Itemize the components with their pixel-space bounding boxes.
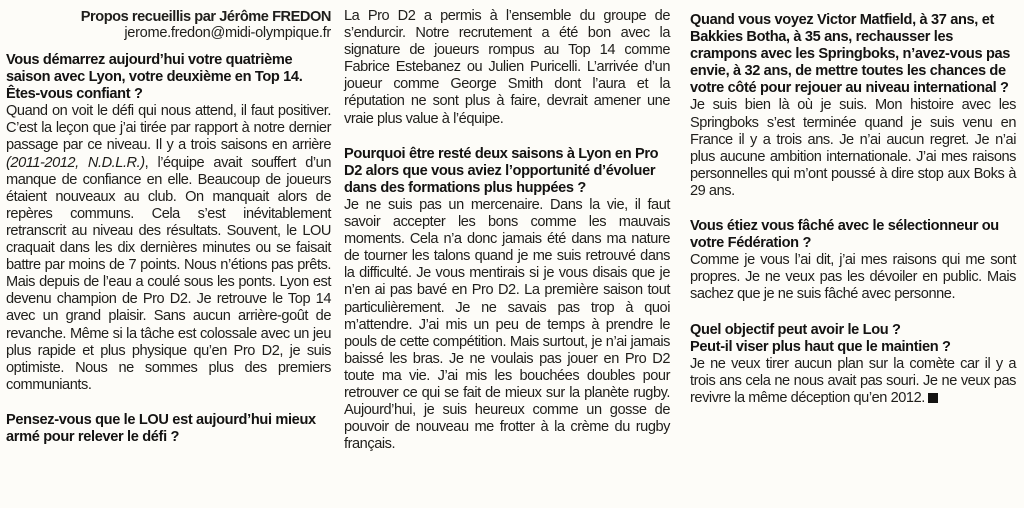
answer-5: Comme je vous l’ai dit, j’ai mes raisons qui me sont propres. Je ne veux pas les dévoiler en public. Mais sachez que je ne suis fâché avec personne. [690, 252, 1016, 303]
answer-1-text: Quand on voit le défi qui nous attend, il faut positiver. C’est la leçon que j’ai tirée par rapport à notre dernier passage par ce niveau. Il y a trois saisons en arrière [6, 103, 331, 154]
article-column-3 [690, 12, 1016, 508]
question-6 [690, 322, 1016, 356]
answer-6 [690, 356, 1016, 407]
article-column-1 [6, 9, 331, 508]
question-6-line-2: Peut-il viser plus haut que le maintien ? [690, 338, 951, 355]
answer-6-text: Je ne veux tirer aucun plan sur la comète car il y a trois ans cela ne nous avait pas souri. Je ne veux pas revivre la même déception qu’en 2012. [690, 355, 1016, 406]
byline-email: jerome.fredon@midi-olympique.fr [124, 25, 331, 41]
end-of-article-icon [928, 393, 938, 403]
answer-2: La Pro D2 a permis à l’ensemble du groupe de s’endurcir. Notre recrutement a été bon avec la signature de joueurs rompus au Top 14 comme Fabrice Estebanez ou Julien Puricelli. L’arrivée d’un joueur comme George Smith dont l’aura et la réputation ne sont plus à faire, devrait amener une vraie plus value à l’équipe. [344, 8, 670, 127]
question-4: Quand vous voyez Victor Matfield, à 37 ans, et Bakkies Botha, à 35 ans, rechausser les crampons avec les Springboks, n’avez-vous pas envie, à 32 ans, de mettre toutes les chances de votre côté pour rejouer au niveau international ? [690, 12, 1011, 97]
question-1: Vous démarrez aujourd’hui votre quatrième saison avec Lyon, votre deuxième en Top 14. Êtes-vous confiant ? [6, 52, 303, 103]
byline [6, 9, 331, 41]
answer-1-text-continued: , l’équipe avait souffert d’un manque de confiance en elle. Beaucoup de joueurs étaient nouveaux au club. On manquait alors de repères communs. Cela s’est inévitablement retranscrit au niveau des résultats. Souvent, le LOU craquait dans les dix dernières minutes ou se faisait battre par moins de 7 points. Nous n’étions pas prêts. Mais depuis de l’eau a coulé sous les ponts. Lyon est devenu champion de Pro D2. Je retrouve le Top 14 avec un grand plaisir. Sans aucun arrière-goût de revanche. Même si la tâche est colossale avec un jeu plus rapide et plus physique qu’en Pro D2, je suis optimiste. Nous ne sommes plus des premiers communiants. [6, 154, 331, 393]
article-column-2 [344, 8, 670, 508]
editor-note: (2011-2012, N.D.L.R.) [6, 154, 145, 171]
answer-1 [6, 103, 331, 394]
question-2: Pensez-vous que le LOU est aujourd’hui mieux armé pour relever le défi ? [6, 411, 316, 445]
question-3: Pourquoi être resté deux saisons à Lyon en Pro D2 alors que vous aviez l’opportunité d’évoluer dans des formations plus huppées ? [344, 145, 659, 196]
answer-4: Je suis bien là où je suis. Mon histoire avec les Springboks s’est terminée quand je suis venu en France il y a trois ans. Je n’ai aucun regret. Je n’ai plus aucune ambition internationale. J’ai mes raisons personnelles qui m’ont poussé à dire stop aux Boks à 29 ans. [690, 97, 1016, 199]
question-5: Vous étiez vous fâché avec le sélectionneur ou votre Fédération ? [690, 218, 999, 252]
question-6-line-1: Quel objectif peut avoir le Lou ? [690, 321, 901, 338]
answer-3: Je ne suis pas un mercenaire. Dans la vie, il faut savoir accepter les bons comme les mauvais moments. Cela n’a donc jamais été dans ma nature de tourner les talons quand je me suis retrouvé dans la difficulté. Je vous mentirais si je vous disais que je n’en ai pas bavé en Pro D2. La première saison tout particulièrement. Je ne savais pas trop à quoi m’attendre. J’ai mis un peu de temps à prendre le pouls de cette compétition. Mais surtout, je n’ai jamais baissé les bras. Je ne voulais pas jouer en Pro D2 toute ma vie. J’ai mis les bouchées doubles pour retrouver ce qui se fait de mieux sur la planète rugby. Aujourd’hui, je suis heureux comme un gosse de pouvoir de nouveau me frotter à la crème du rugby français. [344, 196, 670, 453]
byline-author: Propos recueillis par Jérôme FREDON [80, 9, 331, 25]
